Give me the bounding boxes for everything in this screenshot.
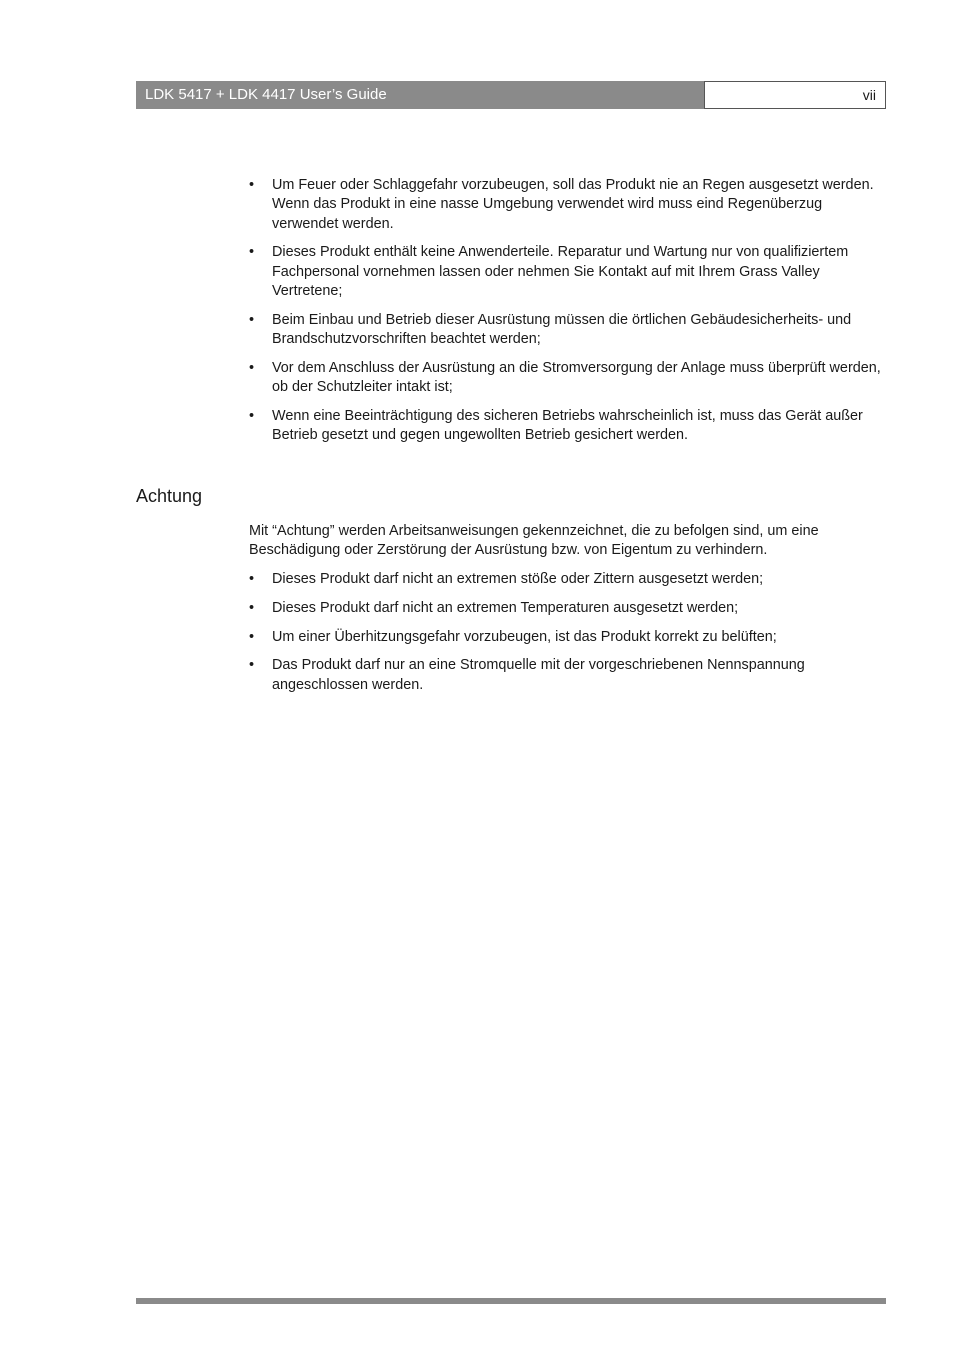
- bullet-icon: •: [249, 599, 255, 616]
- list-item-text: Dieses Produkt darf nicht an extremen stöße oder Zittern ausgesetzt werden;: [272, 571, 764, 588]
- bullet-icon: •: [249, 407, 255, 424]
- list-item-text: Vor dem Anschluss der Ausrüstung an die Stromversorgung der Anlage muss überprüft werden, ob der Schutzleiter intakt ist;: [272, 359, 881, 396]
- list-item: [249, 176, 889, 234]
- bullet-icon: •: [249, 359, 255, 376]
- list-item-text: Wenn eine Beeinträchtigung des sicheren Betriebs wahrscheinlich ist, muss das Gerät außer Betrieb gesetzt und gegen ungewollten Betrieb gesichert werden.: [272, 407, 863, 444]
- list-item: [249, 570, 889, 589]
- list-item: [249, 311, 889, 350]
- section-intro: Mit “Achtung” werden Arbeitsanweisungen gekennzeichnet, die zu befolgen sind, um eine Beschädigung oder Zerstörung der Ausrüstung bzw. von Eigentum zu verhindern.: [249, 523, 819, 559]
- list-item: [249, 243, 889, 301]
- bullet-icon: •: [249, 244, 255, 261]
- section-heading: Achtung: [136, 486, 203, 506]
- bullet-icon: •: [249, 657, 255, 674]
- list-item: [249, 407, 889, 446]
- bullet-icon: •: [249, 311, 255, 328]
- page-header: [136, 81, 886, 109]
- list-item-text: Dieses Produkt darf nicht an extremen Temperaturen ausgesetzt werden;: [272, 599, 739, 616]
- bullet-icon: •: [249, 571, 255, 588]
- bullet-icon: •: [249, 177, 255, 193]
- page-number: vii: [704, 81, 886, 109]
- list-item: [249, 656, 889, 695]
- list-item-text: Beim Einbau und Betrieb dieser Ausrüstung müssen die örtlichen Gebäudesicherheits- und Brandschutzvorschriften beachtet werden;: [272, 311, 852, 348]
- bullet-icon: •: [249, 628, 255, 645]
- safety-list: [249, 176, 889, 455]
- list-item-text: Das Produkt darf nur an eine Stromquelle mit der vorgeschriebenen Nennspannung angeschlossen werden.: [272, 657, 805, 693]
- list-item: [249, 628, 889, 647]
- list-item: [249, 599, 889, 618]
- document-title: LDK 5417 + LDK 4417 User’s Guide: [136, 81, 704, 109]
- list-item-text: Um einer Überhitzungsgefahr vorzubeugen, ist das Produkt korrekt zu belüften;: [272, 628, 777, 645]
- achtung-section: [249, 522, 889, 705]
- list-item-text: Um Feuer oder Schlaggefahr vorzubeugen, soll das Produkt nie an Regen ausgesetzt werden. Wenn das Produkt in eine nasse Umgebung verwendet wird muss eind Regenüberzug verwendet werden.: [272, 177, 874, 232]
- list-item: [249, 359, 889, 398]
- list-item-text: Dieses Produkt enthält keine Anwenderteile. Reparatur und Wartung nur von qualifiziertem Fachpersonal vornehmen lassen oder nehmen Sie Kontakt auf mit Ihrem Grass Valley Vertretene;: [272, 244, 849, 299]
- footer-rule: [136, 1298, 886, 1304]
